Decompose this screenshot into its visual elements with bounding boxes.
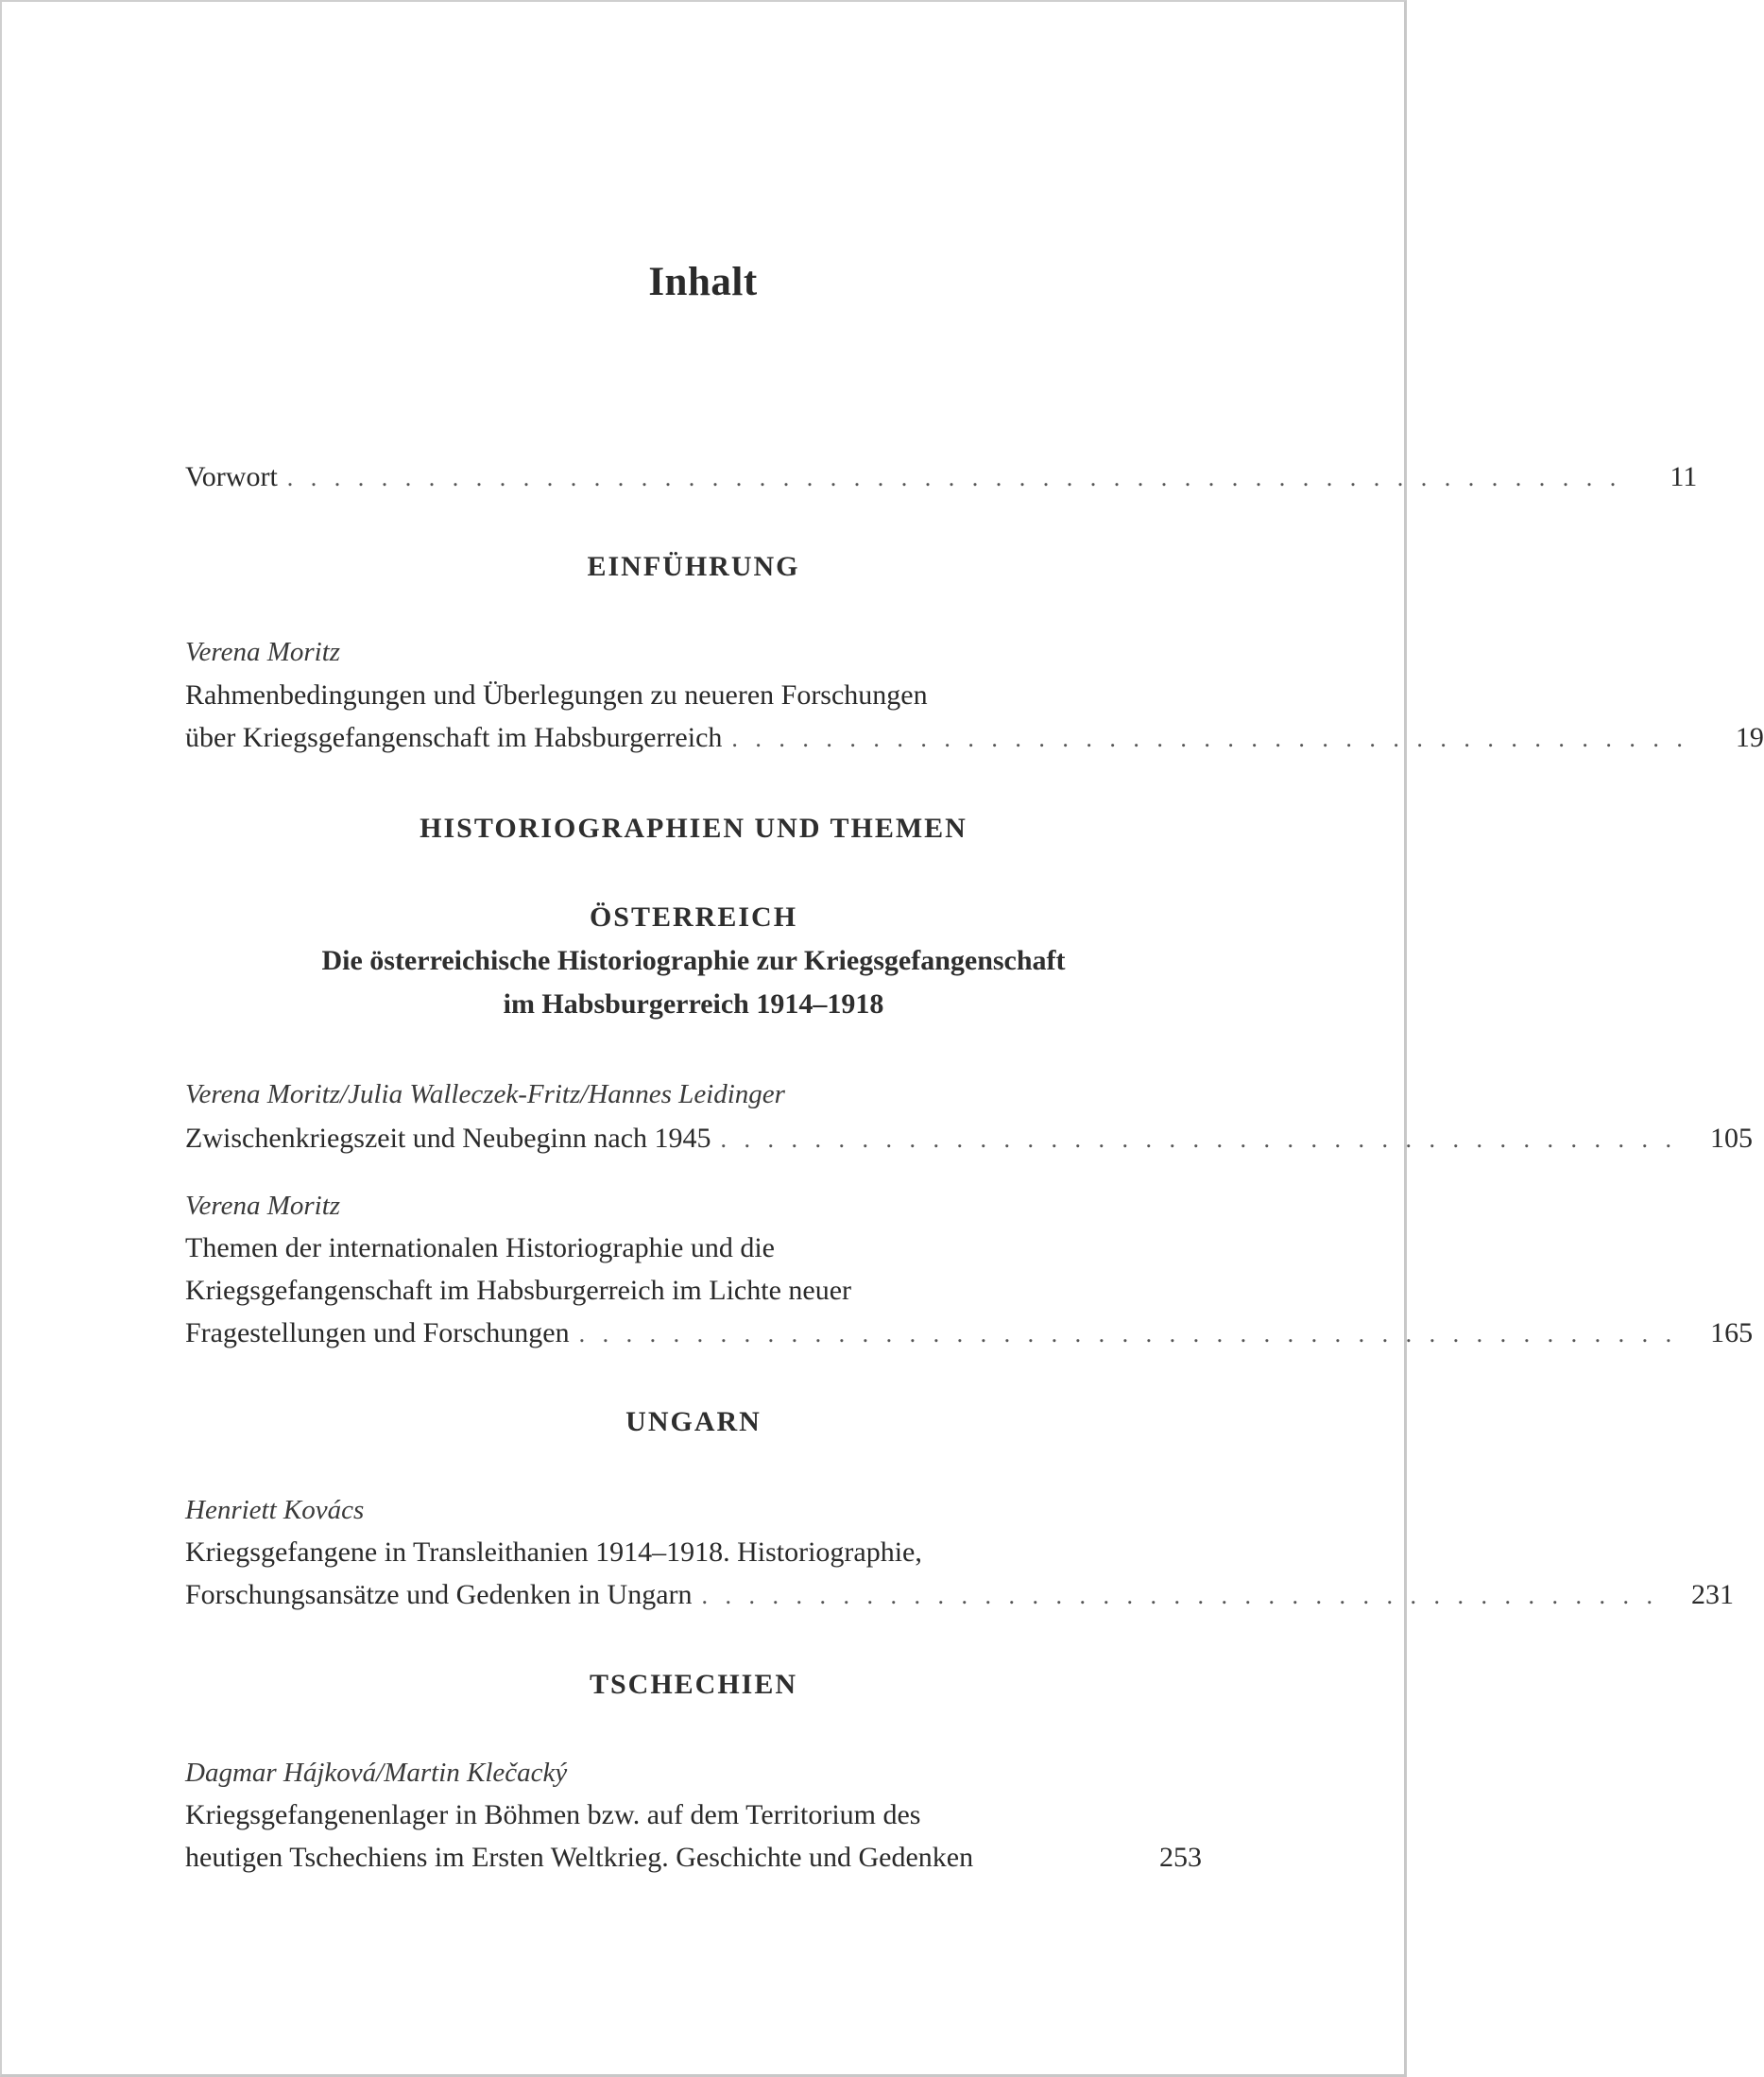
toc-entry-author: Verena Moritz/Julia Walleczek-Fritz/Hannes Leidinger bbox=[185, 1079, 785, 1109]
toc-entry-vorwort bbox=[185, 455, 1698, 498]
toc-entry-last-line bbox=[185, 1312, 1754, 1354]
section-subtitle-line-2: im Habsburgerreich 1914–1918 bbox=[503, 988, 884, 1020]
leader-dots: . . . . . . . . . . . . . . . . . . . . . . . . . . . . . . . . . . . . . . . . . . . . . . . bbox=[578, 1320, 1678, 1347]
toc-entry-text: Vorwort bbox=[185, 461, 278, 492]
section-heading-tschechien: TSCHECHIEN bbox=[589, 1669, 798, 1700]
toc-entry-text: Themen der internationalen Historiographie und die bbox=[185, 1232, 775, 1263]
section-heading-historiographien: HISTORIOGRAPHIEN UND THEMEN bbox=[420, 813, 968, 844]
toc-entry-last-line bbox=[185, 1573, 1735, 1616]
toc-entry-text: Zwischenkriegszeit und Neubeginn nach 1945 bbox=[185, 1123, 711, 1154]
section-heading-oesterreich: ÖSTERREICH bbox=[589, 901, 798, 933]
toc-page-number: 19 bbox=[1735, 722, 1764, 753]
toc-entry-text: heutigen Tschechiens im Ersten Weltkrieg. Geschichte und Gedenken bbox=[185, 1842, 974, 1873]
toc-entry-author: Verena Moritz bbox=[185, 637, 341, 667]
toc-entry-last-line bbox=[185, 716, 1764, 759]
section-heading-einfuehrung: EINFÜHRUNG bbox=[587, 551, 800, 582]
section-heading-ungarn: UNGARN bbox=[625, 1406, 762, 1437]
toc-page-number: 11 bbox=[1670, 461, 1698, 492]
toc-entry-text: Rahmenbedingungen und Überlegungen zu neueren Forschungen bbox=[185, 679, 928, 711]
toc-entry-text: Kriegsgefangenenlager in Böhmen bzw. auf dem Territorium des bbox=[185, 1799, 921, 1830]
toc-entry-text: Forschungsansätze und Gedenken in Ungarn bbox=[185, 1579, 693, 1610]
toc-entry-last-line bbox=[185, 1117, 1754, 1159]
toc-entry-text: Fragestellungen und Forschungen bbox=[185, 1317, 570, 1348]
leader-dots: . . . . . . . . . . . . . . . . . . . . . . . . . . . . . . . . . . . . . . . . . bbox=[731, 725, 1688, 752]
section-subtitle-line-1: Die österreichische Historiographie zur Kriegsgefangenschaft bbox=[321, 945, 1066, 976]
leader-dots: . . . . . . . . . . . . . . . . . . . . . . . . . . . . . . . . . . . . . . . . . bbox=[701, 1582, 1659, 1609]
leader-dots: . . . . . . . . . . . . . . . . . . . . . . . . . . . . . . . . . . . . . . . . . bbox=[720, 1125, 1678, 1153]
page-title: Inhalt bbox=[648, 260, 758, 304]
toc-page-number: 105 bbox=[1710, 1123, 1754, 1154]
toc-entry-author: Dagmar Hájková/Martin Klečacký bbox=[185, 1758, 568, 1788]
toc-entry-text: Kriegsgefangenschaft im Habsburgerreich im Lichte neuer bbox=[185, 1275, 851, 1306]
toc-entry-author: Henriett Kovács bbox=[185, 1495, 365, 1525]
toc-page-number: 231 bbox=[1691, 1579, 1735, 1610]
toc-entry-text: Kriegsgefangene in Transleithanien 1914–1918. Historiographie, bbox=[185, 1536, 922, 1568]
toc-page-number: 253 bbox=[1159, 1842, 1202, 1873]
toc-entry-last-line bbox=[185, 1836, 1202, 1879]
toc-entry-author: Verena Moritz bbox=[185, 1191, 341, 1221]
toc-page-number: 165 bbox=[1710, 1317, 1754, 1348]
toc-entry-text: über Kriegsgefangenschaft im Habsburgerreich bbox=[185, 722, 723, 753]
leader-dots: . . . . . . . . . . . . . . . . . . . . . . . . . . . . . . . . . . . . . . . . . . . . . . . . . . . . . . . . . bbox=[286, 464, 1622, 491]
